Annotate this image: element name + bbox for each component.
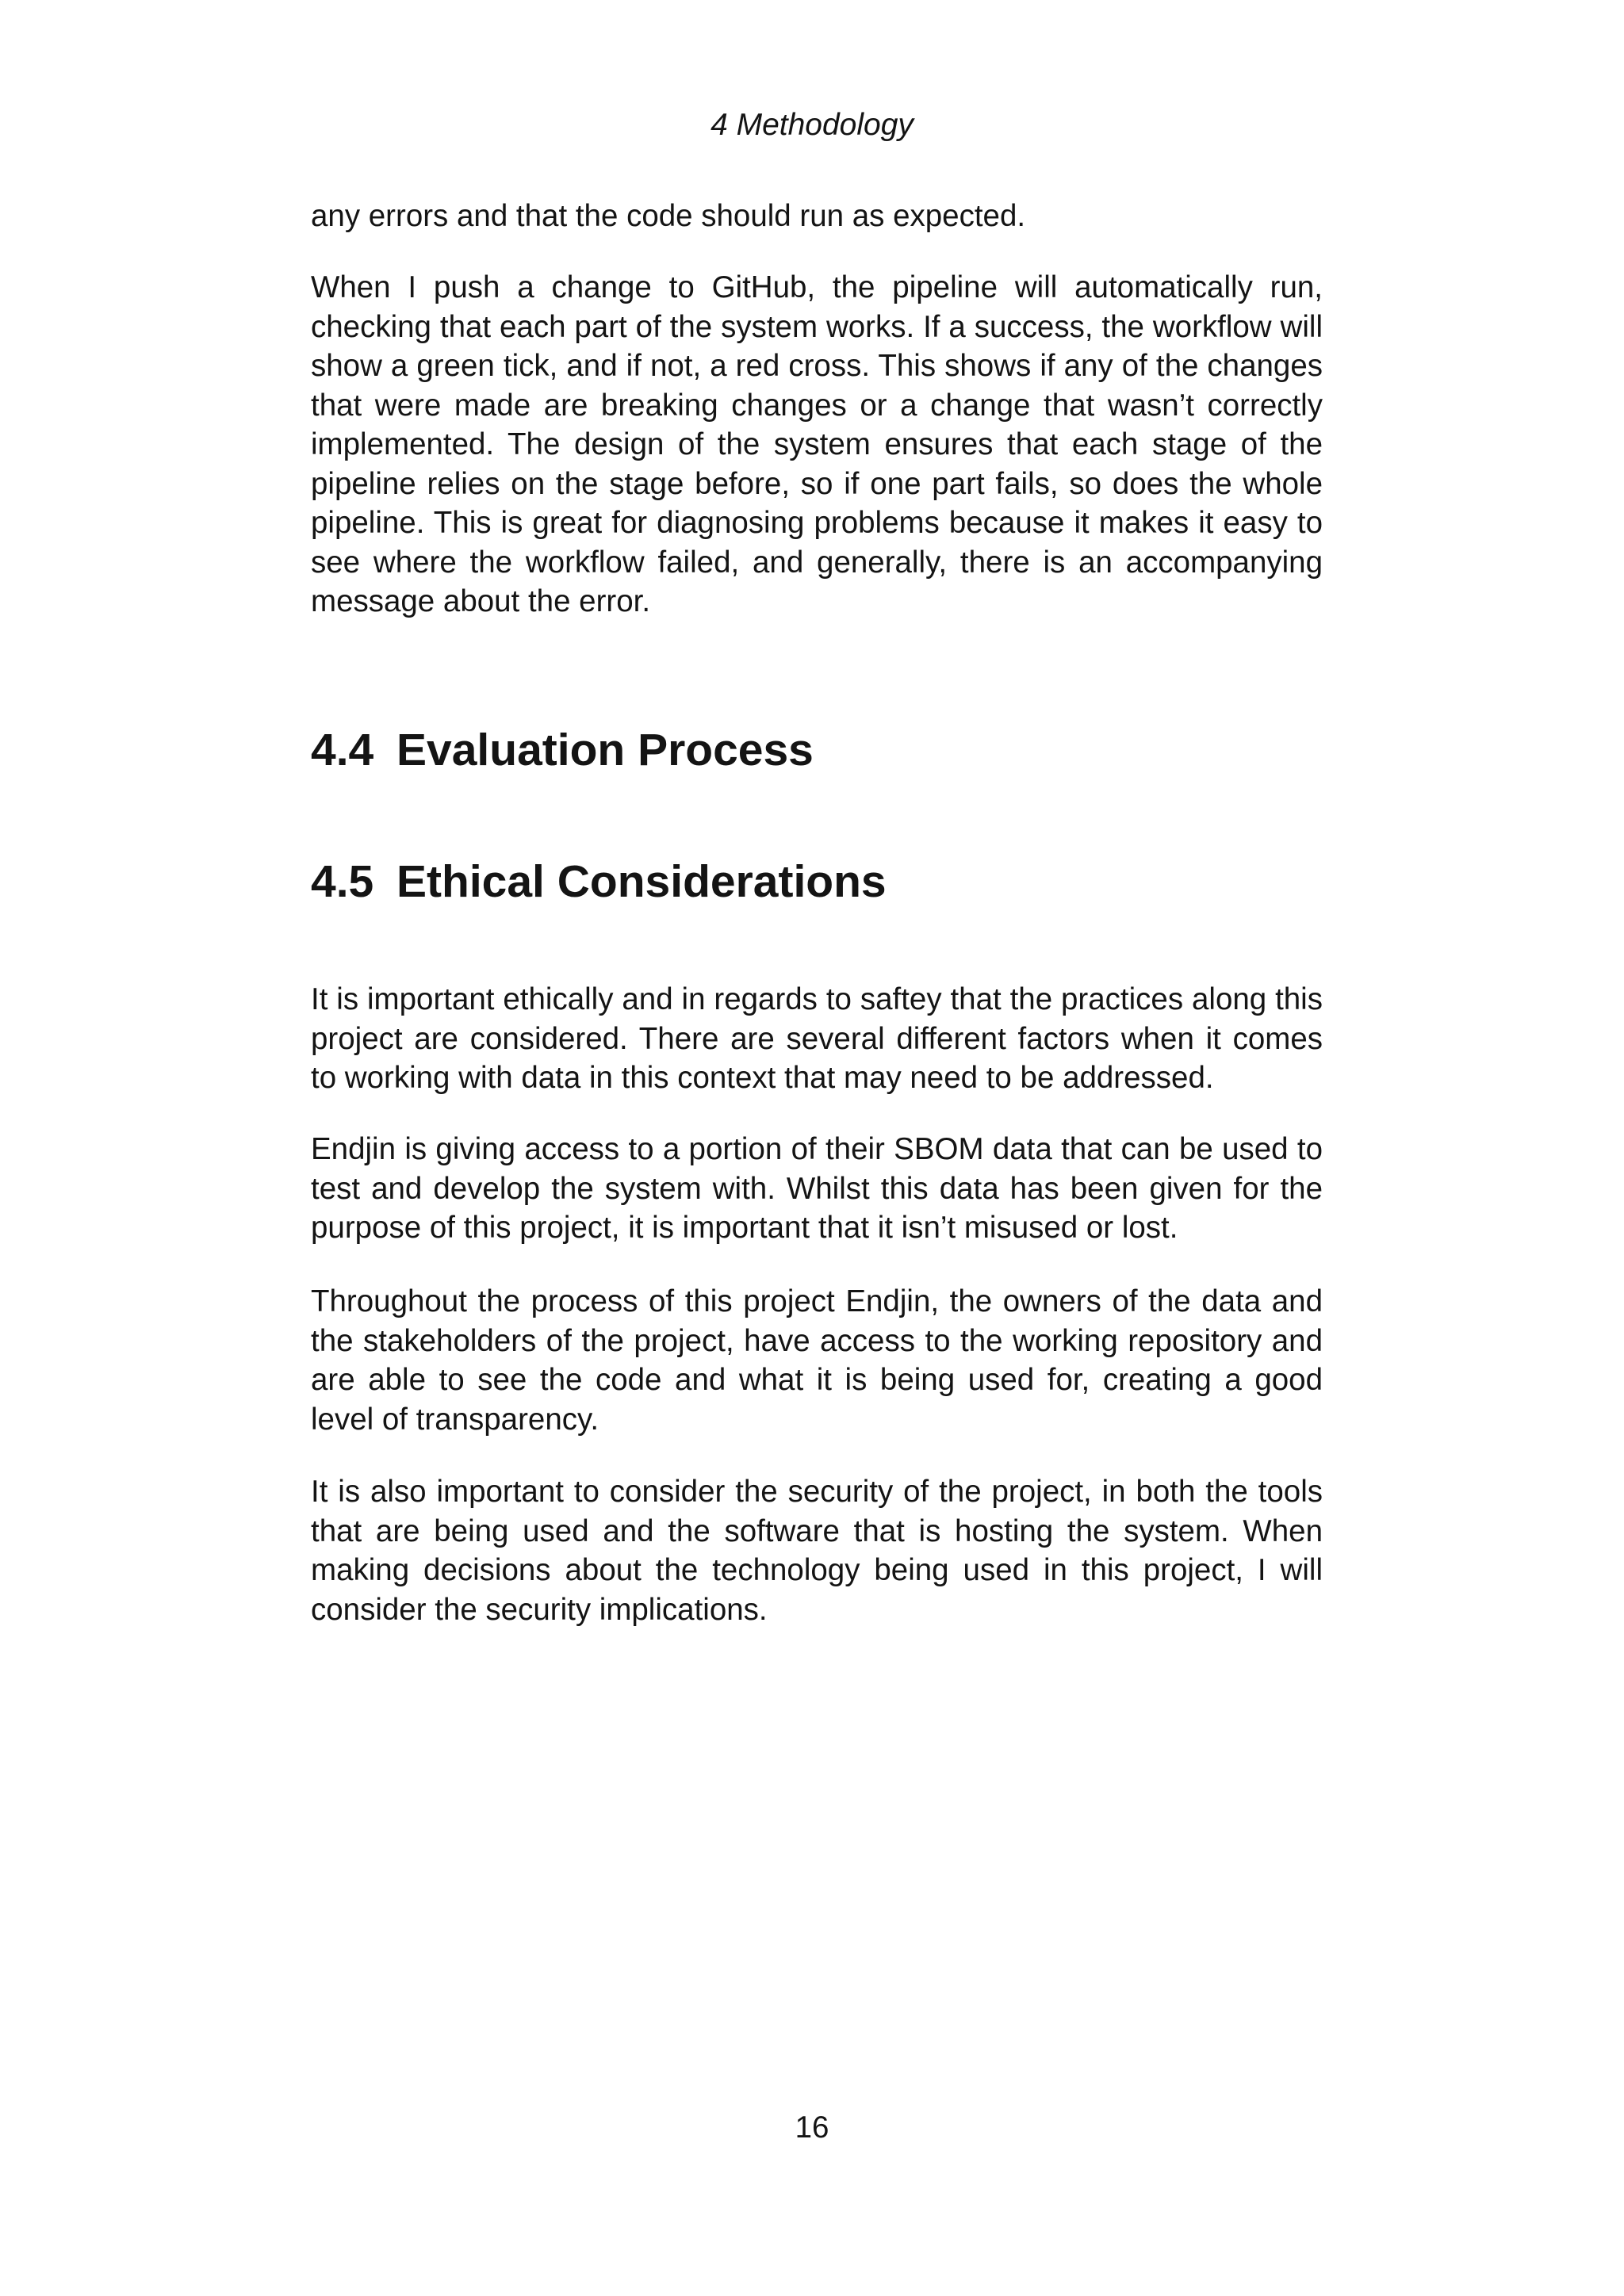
paragraph-security: It is also important to consider the security of the project, in both the tools that are being used and the software that is hosting the system. When making decisions about the technology being used in this project, I will consider the security implications. [311, 1475, 1323, 1627]
paragraph-ethics-intro: It is important ethically and in regards to saftey that the practices along this project are considered. There are several different factors when it comes to working with data in this context that may need to be addressed. [311, 982, 1323, 1095]
section-title: Ethical Considerations [396, 856, 887, 907]
page-number: 16 [795, 2110, 829, 2145]
paragraph-sbom-data: Endjin is giving access to a portion of their SBOM data that can be used to test and develop the system with. Whilst this data has been given for the purpose of this project, it is important that it isn’t misused or lost. [311, 1132, 1323, 1245]
section-title: Evaluation Process [396, 725, 814, 775]
section-heading-evaluation [311, 725, 814, 775]
section-number: 4.4 [311, 725, 374, 775]
running-header: 4 Methodology [710, 108, 914, 142]
section-heading-ethical [311, 856, 887, 907]
paragraph-pipeline: When I push a change to GitHub, the pipeline will automatically run, checking that each part of the system works. If a success, the workflow will show a green tick, and if not, a red cross. This shows if any of the changes that were made are breaking changes or a change that wasn’t correctly implemented. The design of the system ensures that each stage of the pipeline relies on the stage before, so if one part fails, so does the whole pipeline. This is great for diagnosing problems because it makes it easy to see where the workflow failed, and generally, there is an accompanying message about the error. [311, 270, 1323, 618]
section-number: 4.5 [311, 856, 374, 907]
paragraph-continuation: any errors and that the code should run as expected. [311, 199, 1026, 233]
paragraph-transparency: Throughout the process of this project Endjin, the owners of the data and the stakeholders of the project, have access to the working repository and are able to see the code and what it is being used for, creating a good level of transparency. [311, 1284, 1323, 1437]
